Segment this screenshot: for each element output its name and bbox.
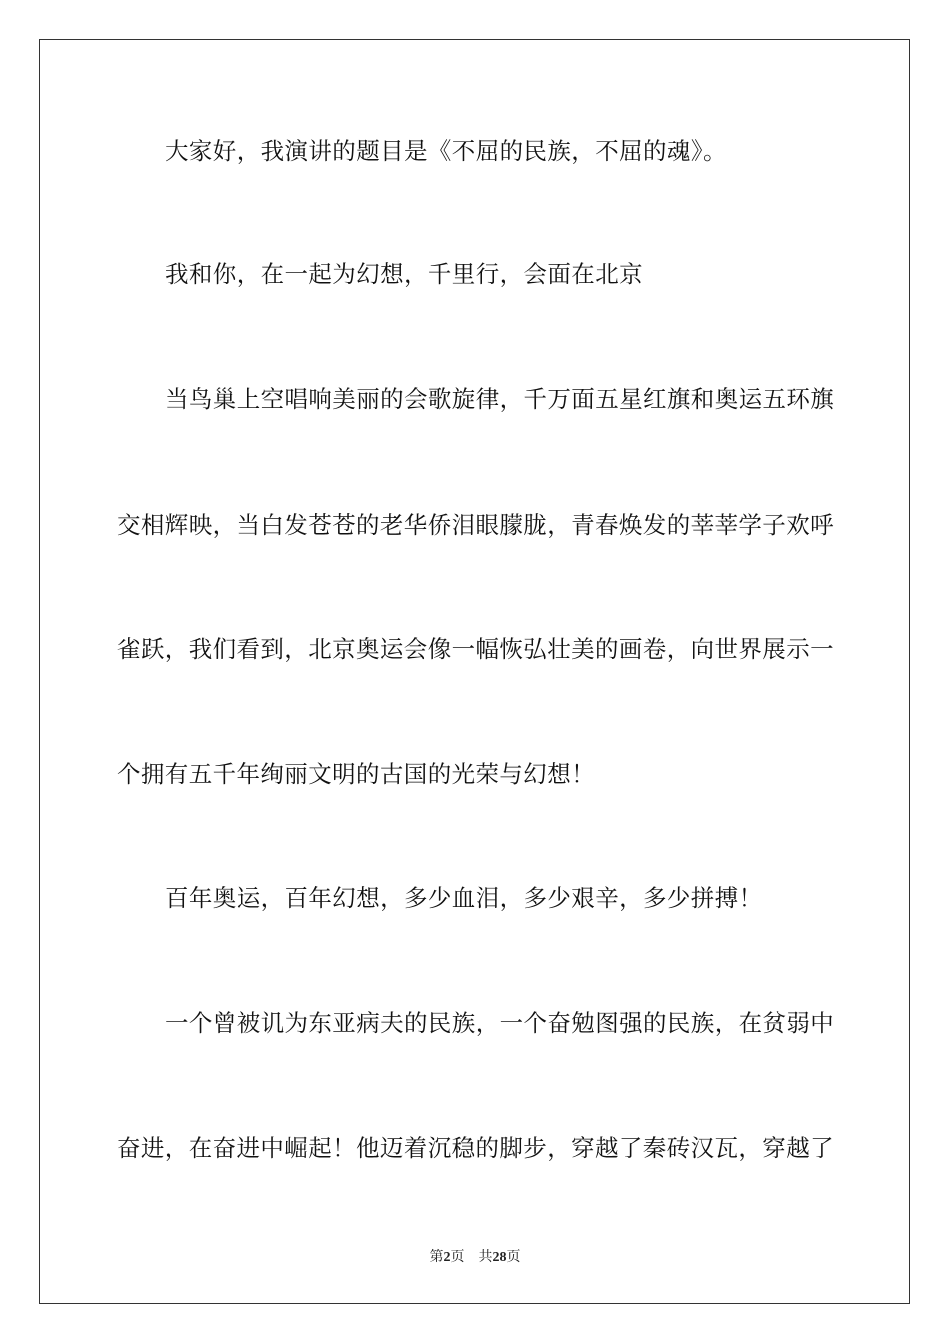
page-suffix: 页 [450,1249,465,1265]
page-number: 2 [443,1250,451,1265]
total-prefix: 共 [478,1249,493,1265]
page-border [39,39,910,1304]
paragraph-line: 个拥有五千年绚丽文明的古国的光荣与幻想！ [117,760,595,788]
paragraph-line: 一个曾被讥为东亚病夫的民族，一个奋勉图强的民族，在贫弱中 [165,1009,835,1037]
paragraph-line: 交相辉映，当白发苍苍的老华侨泪眼朦胧，青春焕发的莘莘学子欢呼 [117,511,834,539]
total-pages: 28 [492,1250,507,1265]
paragraph-line: 我和你，在一起为幻想，千里行，会面在北京 [165,260,643,288]
page-footer [0,1247,950,1268]
paragraph-line: 当鸟巢上空唱响美丽的会歌旋律，千万面五星红旗和奥运五环旗 [165,385,835,413]
paragraph-line: 雀跃，我们看到，北京奥运会像一幅恢弘壮美的画卷，向世界展示一 [117,635,834,663]
paragraph-line: 百年奥运，百年幻想，多少血泪，多少艰辛，多少拼搏！ [165,884,763,912]
total-suffix: 页 [506,1249,521,1265]
page-prefix: 第 [429,1249,444,1265]
paragraph-line: 大家好，我演讲的题目是《不屈的民族，不屈的魂》。 [165,137,727,165]
paragraph-line: 奋进，在奋进中崛起！他迈着沉稳的脚步，穿越了秦砖汉瓦，穿越了 [117,1134,834,1162]
